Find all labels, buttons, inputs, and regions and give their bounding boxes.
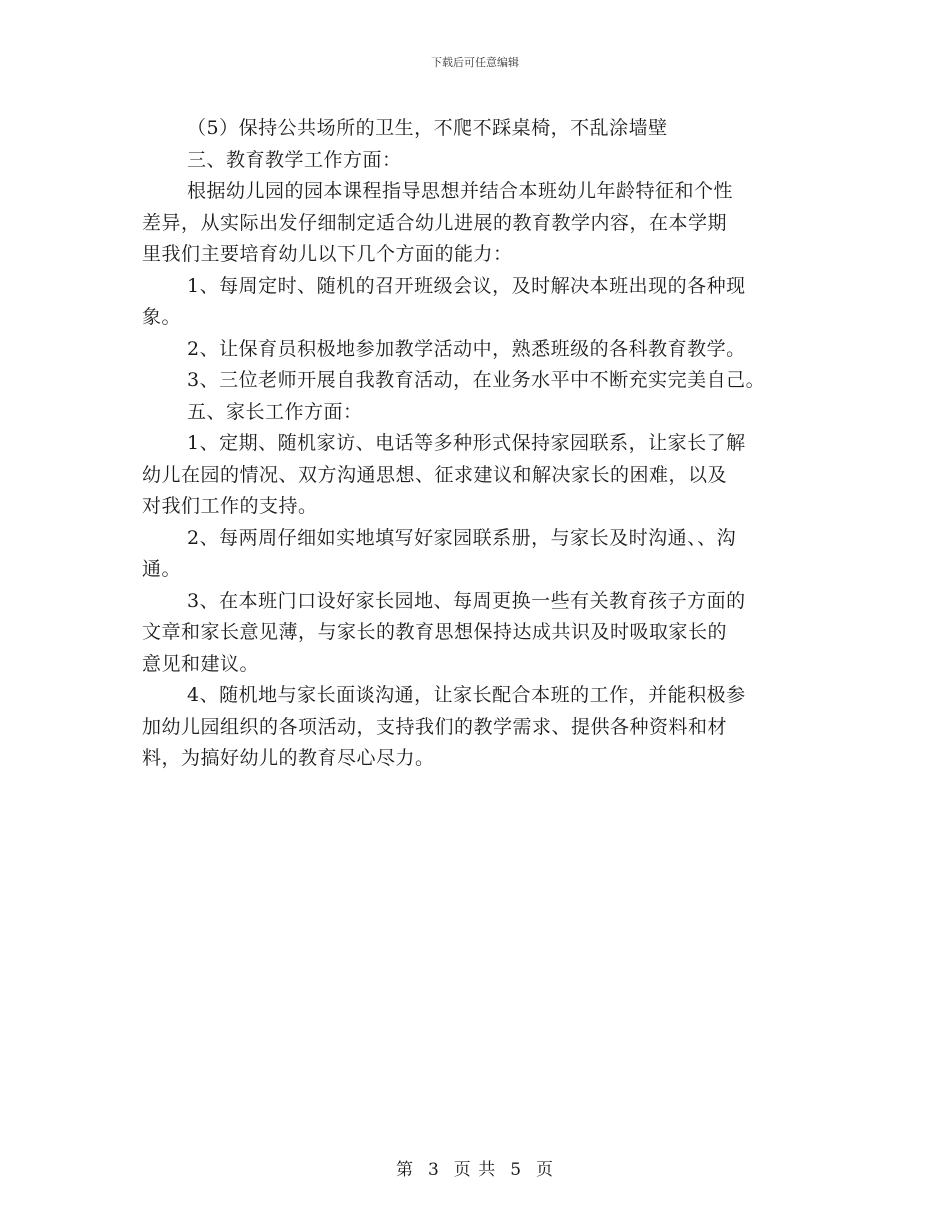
paragraph-line: 文章和家长意见薄，与家长的教育思想保持达成共识及时吸取家长的 xyxy=(142,621,728,643)
header-note: 下载后可任意编辑 xyxy=(431,56,519,69)
paragraph-line: 3、在本班门口设好家长园地、每周更换一些有关教育孩子方面的 xyxy=(187,589,746,612)
total-pages-number: 5 xyxy=(510,1160,523,1180)
paragraph-line: 1、每周定时、随机的召开班级会议，及时解决本班出现的各种现 xyxy=(187,274,746,297)
footer-suffix: 页 xyxy=(536,1160,555,1180)
paragraph-line: 2、让保育员积极地参加教学活动中，熟悉班级的各科教育教学。 xyxy=(187,337,746,360)
paragraph-line: 根据幼儿园的园本课程指导思想并结合本班幼儿年龄特征和个性 xyxy=(187,180,734,202)
page-footer xyxy=(0,1155,950,1180)
paragraph-line: 2、每两周仔细如实地填写好家园联系册，与家长及时沟通、、沟 xyxy=(187,526,737,549)
paragraph-line: 3、三位老师开展自我教育活动，在业务水平中不断充实完美自己。 xyxy=(187,369,766,391)
paragraph-line: 差异，从实际出发仔细制定适合幼儿进展的教育教学内容，在本学期 xyxy=(142,211,728,234)
footer-prefix: 第 xyxy=(395,1160,414,1180)
paragraph-line: 幼儿在园的情况、双方沟通思想、征求建议和解决家长的困难，以及 xyxy=(142,463,728,486)
paragraph-line: 料，为搞好幼儿的教育尽心尽力。 xyxy=(142,747,435,769)
paragraph-line: （5）保持公共场所的卫生，不爬不踩桌椅，不乱涂墙壁 xyxy=(187,117,668,139)
paragraph-line: 通。 xyxy=(142,558,182,580)
paragraph-line: 1、定期、随机家访、电话等多种形式保持家园联系，让家长了解 xyxy=(187,432,746,454)
paragraph-line: 象。 xyxy=(142,306,182,328)
document-body xyxy=(142,113,822,775)
paragraph-line: 里我们主要培育幼儿以下几个方面的能力： xyxy=(142,243,513,265)
section-heading: 五、家长工作方面： xyxy=(187,400,363,423)
paragraph-line: 对我们工作的支持。 xyxy=(142,495,318,517)
footer-middle: 页 共 xyxy=(453,1160,497,1180)
paragraph-line: 4、随机地与家长面谈沟通，让家长配合本班的工作，并能积极参 xyxy=(187,684,746,706)
paragraph-line: 意见和建议。 xyxy=(142,652,260,675)
section-heading: 三、教育教学工作方面： xyxy=(187,148,402,171)
current-page-number: 3 xyxy=(427,1160,440,1180)
paragraph-line: 加幼儿园组织的各项活动，支持我们的教学需求、提供各种资料和材 xyxy=(142,715,728,738)
